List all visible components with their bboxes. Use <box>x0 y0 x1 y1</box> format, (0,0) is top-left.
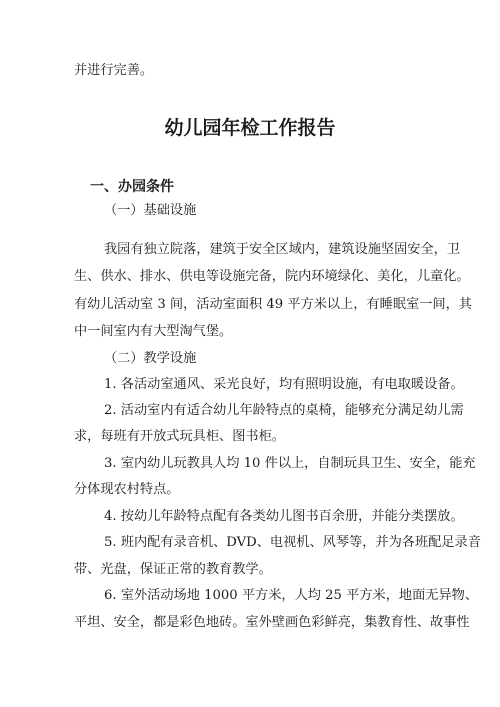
document-title: 幼儿园年检工作报告 <box>164 117 336 139</box>
paragraph-line: 有幼儿活动室 3 间，活动室面积 49 平方米以上，有睡眠室一间，其 <box>74 297 472 312</box>
list-item-line: 6. 室外活动场地 1000 平方米，人均 25 平方米，地面无异物、 <box>104 588 479 603</box>
list-item-line: 带、光盘，保证正常的教育教学。 <box>74 562 272 577</box>
list-item-line: 平坦、安全，都是彩色地砖。室外壁画色彩鲜亮，集教育性、故事性 <box>74 615 470 630</box>
subsection-heading-2: （二）教学设施 <box>104 351 197 366</box>
list-item-line: 1. 各活动室通风、采光良好，均有照明设施，有电取暖设备。 <box>104 377 464 392</box>
section-heading-1: 一、办园条件 <box>90 179 174 195</box>
paragraph-line: 中一间室内有大型淘气堡。 <box>74 324 233 339</box>
list-item-line: 分体现农村特点。 <box>74 482 180 497</box>
list-item-line: 2. 活动室内有适合幼儿年龄特点的桌椅，能够充分满足幼儿需 <box>104 403 464 418</box>
list-item-line: 5. 班内配有录音机、DVD、电视机、风琴等，并为各班配足录音 <box>104 535 481 550</box>
paragraph-line: 我园有独立院落，建筑于安全区域内，建筑设施坚固安全，卫 <box>104 242 461 257</box>
continuation-text: 并进行完善。 <box>74 63 154 78</box>
paragraph-line: 生、供水、排水、供电等设施完备，院内环境绿化、美化，儿童化。 <box>74 269 470 284</box>
list-item-line: 4. 按幼儿年龄特点配有各类幼儿图书百余册，并能分类摆放。 <box>104 509 464 524</box>
list-item-line: 3. 室内幼儿玩教具人均 10 件以上，自制玩具卫生、安全，能充 <box>104 456 476 471</box>
list-item-line: 求，每班有开放式玩具柜、图书柜。 <box>74 429 285 444</box>
subsection-heading-1: （一）基础设施 <box>104 203 197 218</box>
